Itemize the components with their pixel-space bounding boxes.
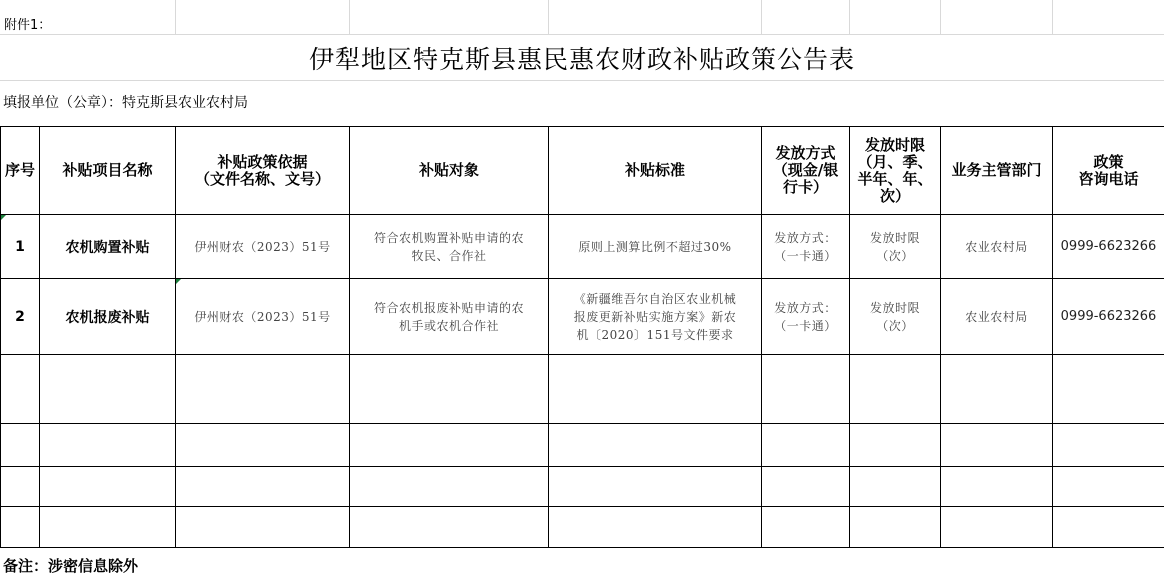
cell-department: 农业农村局 — [941, 215, 1053, 279]
empty-cell — [176, 467, 350, 507]
header-text: （月、季、 — [857, 152, 933, 171]
empty-cell — [941, 355, 1053, 424]
empty-cell — [40, 355, 176, 424]
header-standard — [549, 127, 762, 215]
header-text: 补贴项目名称 — [62, 161, 153, 179]
cell-index: 1 — [1, 215, 40, 279]
sheet-gridline — [548, 0, 549, 34]
empty-cell — [941, 507, 1053, 548]
empty-cell — [176, 355, 350, 424]
empty-row — [1, 355, 1164, 424]
header-row — [1, 127, 1164, 215]
header-text: 行卡） — [782, 178, 828, 196]
header-basis — [176, 127, 350, 215]
empty-cell — [762, 507, 850, 548]
empty-cell — [1053, 355, 1164, 424]
empty-cell — [40, 507, 176, 548]
empty-cell — [549, 507, 762, 548]
cell-line: 牧民、合作社 — [411, 248, 487, 263]
cell-line: （一卡通） — [774, 318, 837, 333]
cell-standard — [549, 279, 762, 355]
cell-target — [350, 215, 549, 279]
cell-method — [762, 215, 850, 279]
cell-line: 符合农机购置补贴申请的农 — [373, 230, 524, 245]
cell-phone: 0999-6623266 — [1053, 279, 1164, 355]
empty-cell — [350, 467, 549, 507]
cell-line: 机手或农机合作社 — [398, 318, 499, 333]
sheet-gridline — [761, 0, 762, 34]
sheet-gridline — [1052, 0, 1053, 34]
header-department — [941, 127, 1053, 215]
cell-line: 机〔2020〕151号文件要求 — [576, 327, 734, 342]
empty-cell — [762, 467, 850, 507]
sheet-gridline — [0, 80, 1164, 81]
empty-cell — [850, 355, 941, 424]
header-text: 政策 — [1093, 152, 1124, 171]
table-row — [1, 279, 1164, 355]
sheet-gridline — [940, 0, 941, 34]
empty-cell — [850, 424, 941, 467]
empty-cell — [850, 507, 941, 548]
empty-cell — [1, 467, 40, 507]
header-text: 发放时限 — [864, 135, 925, 154]
sheet-gridline — [175, 0, 176, 34]
empty-cell — [549, 424, 762, 467]
header-text: 次） — [879, 186, 910, 205]
attachment-label: 附件1： — [4, 18, 52, 33]
empty-cell — [176, 424, 350, 467]
cell-line: 发放方式： — [774, 230, 837, 245]
cell-comment-marker — [1, 215, 6, 220]
cell-standard — [549, 215, 762, 279]
header-text: 补贴政策依据 — [217, 152, 308, 171]
empty-cell — [350, 424, 549, 467]
page-title: 伊犁地区特克斯县惠民惠农财政补贴政策公告表 — [308, 45, 855, 74]
cell-line: 发放时限 — [869, 230, 920, 245]
sheet-gridline — [349, 0, 350, 34]
cell-department: 农业农村局 — [941, 279, 1053, 355]
cell-line: （一卡通） — [774, 248, 837, 263]
empty-cell — [176, 507, 350, 548]
empty-cell — [1, 424, 40, 467]
cell-basis: 伊州财农（2023）51号 — [176, 215, 350, 279]
empty-cell — [1, 507, 40, 548]
empty-cell — [762, 424, 850, 467]
cell-period — [850, 215, 941, 279]
cell-line: （次） — [876, 248, 914, 263]
header-method — [762, 127, 850, 215]
empty-cell — [549, 355, 762, 424]
header-period — [850, 127, 941, 215]
empty-cell — [1053, 467, 1164, 507]
empty-cell — [40, 424, 176, 467]
subsidy-table — [0, 126, 1164, 548]
empty-cell — [850, 467, 941, 507]
cell-index: 2 — [1, 279, 40, 355]
cell-line: 发放时限 — [869, 300, 920, 315]
header-phone — [1053, 127, 1164, 215]
header-text: 补贴标准 — [624, 161, 685, 179]
cell-project: 农机购置补贴 — [40, 215, 176, 279]
cell-period — [850, 279, 941, 355]
header-text: 咨询电话 — [1078, 169, 1139, 188]
header-project — [40, 127, 176, 215]
sheet-gridline — [849, 0, 850, 34]
empty-cell — [1053, 507, 1164, 548]
header-target — [350, 127, 549, 215]
cell-line: 发放方式： — [774, 300, 837, 315]
cell-basis: 伊州财农（2023）51号 — [176, 279, 350, 355]
footnote: 备注：涉密信息除外 — [3, 557, 139, 575]
header-text: 补贴对象 — [418, 161, 479, 179]
header-text: 业务主管部门 — [951, 161, 1042, 179]
table-row — [1, 215, 1164, 279]
empty-row — [1, 507, 1164, 548]
empty-cell — [40, 467, 176, 507]
header-text: 序号 — [4, 161, 35, 179]
empty-cell — [549, 467, 762, 507]
cell-line: 报废更新补贴实施方案》新农 — [573, 309, 737, 324]
sheet-gridline — [0, 34, 1164, 35]
empty-cell — [762, 355, 850, 424]
cell-comment-marker — [176, 279, 181, 284]
cell-project: 农机报废补贴 — [40, 279, 176, 355]
header-text: （现金/银 — [772, 161, 839, 179]
cell-line: 《新疆维吾尔自治区农业机械 — [573, 291, 737, 306]
empty-cell — [1053, 424, 1164, 467]
empty-cell — [350, 507, 549, 548]
empty-cell — [941, 424, 1053, 467]
empty-cell — [941, 467, 1053, 507]
cell-line: 符合农机报废补贴申请的农 — [373, 300, 524, 315]
reporting-unit: 填报单位（公章）：特克斯县农业农村局 — [3, 95, 248, 111]
header-text: 发放方式 — [775, 144, 836, 162]
empty-cell — [350, 355, 549, 424]
empty-row — [1, 424, 1164, 467]
header-index — [1, 127, 40, 215]
empty-row — [1, 467, 1164, 507]
cell-target — [350, 279, 549, 355]
empty-cell — [1, 355, 40, 424]
cell-line: 原则上测算比例不超过30% — [578, 239, 732, 254]
cell-line: （次） — [876, 318, 914, 333]
cell-phone: 0999-6623266 — [1053, 215, 1164, 279]
header-text: 半年、年、 — [857, 169, 933, 188]
cell-method — [762, 279, 850, 355]
header-text: （文件名称、文号） — [194, 169, 330, 188]
